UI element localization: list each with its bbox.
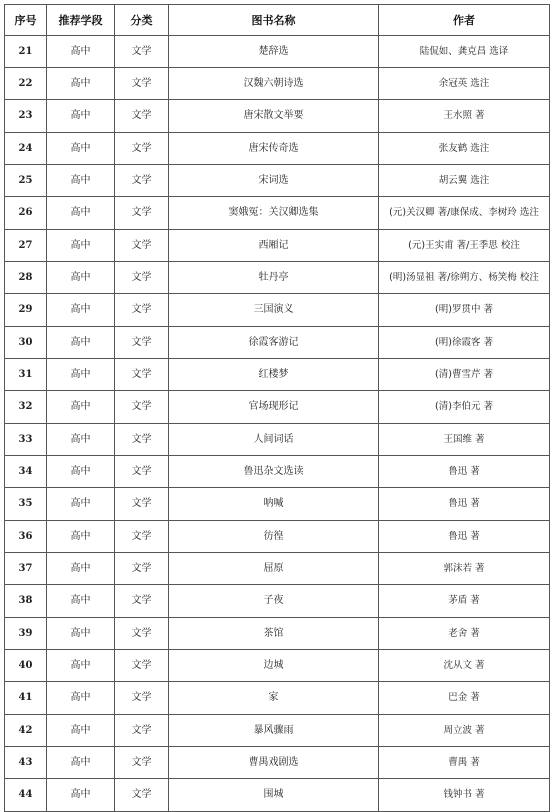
cell-author: (清)曹雪芹 著 (379, 359, 550, 391)
cell-author: 沈从文 著 (379, 650, 550, 682)
cell-title: 西厢记 (169, 230, 379, 262)
cell-category: 文学 (115, 456, 169, 488)
header-category: 分类 (115, 5, 169, 36)
cell-category: 文学 (115, 36, 169, 68)
cell-number: 23 (5, 100, 47, 133)
cell-title: 曹禺戏剧选 (169, 747, 379, 779)
cell-title: 鲁迅杂文选读 (169, 456, 379, 488)
cell-category: 文学 (115, 618, 169, 650)
cell-number: 38 (5, 585, 47, 618)
cell-number: 29 (5, 294, 47, 327)
cell-number: 36 (5, 521, 47, 553)
cell-title: 唐宋传奇选 (169, 133, 379, 165)
cell-number: 26 (5, 197, 47, 230)
cell-stage: 高中 (47, 36, 115, 68)
table-row (5, 294, 550, 327)
cell-stage: 高中 (47, 521, 115, 553)
cell-number: 43 (5, 747, 47, 779)
cell-number: 35 (5, 488, 47, 521)
cell-category: 文学 (115, 779, 169, 812)
cell-title: 楚辞选 (169, 36, 379, 68)
cell-author: 鲁迅 著 (379, 488, 550, 521)
cell-author: (清)李伯元 著 (379, 391, 550, 424)
cell-category: 文学 (115, 585, 169, 618)
cell-author: 陆侃如、龚克昌 选译 (379, 36, 550, 68)
table-row (5, 747, 550, 779)
table-row (5, 262, 550, 294)
cell-number: 37 (5, 553, 47, 585)
cell-stage: 高中 (47, 327, 115, 359)
cell-author: 王国维 著 (379, 424, 550, 456)
header-author: 作者 (379, 5, 550, 36)
cell-stage: 高中 (47, 779, 115, 812)
cell-category: 文学 (115, 294, 169, 327)
table-row (5, 650, 550, 682)
cell-category: 文学 (115, 327, 169, 359)
cell-author: 张友鹤 选注 (379, 133, 550, 165)
cell-category: 文学 (115, 553, 169, 585)
cell-number: 32 (5, 391, 47, 424)
cell-author: 周立波 著 (379, 715, 550, 747)
table-row (5, 36, 550, 68)
cell-number: 39 (5, 618, 47, 650)
header-title: 图书名称 (169, 5, 379, 36)
cell-stage: 高中 (47, 682, 115, 715)
cell-stage: 高中 (47, 133, 115, 165)
cell-number: 27 (5, 230, 47, 262)
table-row (5, 133, 550, 165)
cell-author: 茅盾 著 (379, 585, 550, 618)
cell-stage: 高中 (47, 197, 115, 230)
cell-stage: 高中 (47, 230, 115, 262)
table-row (5, 488, 550, 521)
cell-category: 文学 (115, 359, 169, 391)
cell-title: 人间词话 (169, 424, 379, 456)
cell-category: 文学 (115, 715, 169, 747)
cell-title: 官场现形记 (169, 391, 379, 424)
cell-title: 茶馆 (169, 618, 379, 650)
cell-stage: 高中 (47, 391, 115, 424)
cell-category: 文学 (115, 488, 169, 521)
cell-number: 44 (5, 779, 47, 812)
cell-category: 文学 (115, 100, 169, 133)
cell-stage: 高中 (47, 488, 115, 521)
cell-title: 红楼梦 (169, 359, 379, 391)
cell-stage: 高中 (47, 715, 115, 747)
cell-stage: 高中 (47, 456, 115, 488)
cell-number: 22 (5, 68, 47, 100)
table-row (5, 100, 550, 133)
cell-number: 42 (5, 715, 47, 747)
cell-stage: 高中 (47, 294, 115, 327)
cell-title: 屈原 (169, 553, 379, 585)
cell-category: 文学 (115, 391, 169, 424)
cell-category: 文学 (115, 521, 169, 553)
cell-category: 文学 (115, 68, 169, 100)
cell-stage: 高中 (47, 100, 115, 133)
cell-stage: 高中 (47, 585, 115, 618)
cell-author: (元)王实甫 著/王季思 校注 (379, 230, 550, 262)
cell-author: (明)汤显祖 著/徐朔方、杨笑梅 校注 (379, 262, 550, 294)
table-header (5, 5, 550, 36)
table-row (5, 553, 550, 585)
cell-number: 31 (5, 359, 47, 391)
table-row (5, 521, 550, 553)
cell-author: 鲁迅 著 (379, 456, 550, 488)
cell-author: 郭沫若 著 (379, 553, 550, 585)
cell-stage: 高中 (47, 553, 115, 585)
cell-category: 文学 (115, 262, 169, 294)
book-list-table (4, 4, 550, 812)
cell-number: 34 (5, 456, 47, 488)
table-body (5, 36, 550, 812)
cell-number: 41 (5, 682, 47, 715)
cell-title: 边城 (169, 650, 379, 682)
cell-title: 子夜 (169, 585, 379, 618)
cell-author: 王水照 著 (379, 100, 550, 133)
cell-title: 家 (169, 682, 379, 715)
cell-number: 21 (5, 36, 47, 68)
cell-author: 胡云翼 选注 (379, 165, 550, 197)
cell-author: (明)罗贯中 著 (379, 294, 550, 327)
table-row (5, 456, 550, 488)
cell-title: 暴风骤雨 (169, 715, 379, 747)
cell-title: 唐宋散文举要 (169, 100, 379, 133)
header-row (5, 5, 550, 36)
cell-category: 文学 (115, 165, 169, 197)
cell-author: 鲁迅 著 (379, 521, 550, 553)
cell-title: 宋词选 (169, 165, 379, 197)
cell-title: 呐喊 (169, 488, 379, 521)
cell-stage: 高中 (47, 359, 115, 391)
table-row (5, 682, 550, 715)
cell-author: (元)关汉卿 著/康保成、李树玲 选注 (379, 197, 550, 230)
cell-stage: 高中 (47, 165, 115, 197)
cell-category: 文学 (115, 747, 169, 779)
cell-stage: 高中 (47, 650, 115, 682)
cell-author: (明)徐霞客 著 (379, 327, 550, 359)
cell-title: 汉魏六朝诗选 (169, 68, 379, 100)
cell-author: 余冠英 选注 (379, 68, 550, 100)
table-row (5, 327, 550, 359)
cell-category: 文学 (115, 424, 169, 456)
cell-title: 牡丹亭 (169, 262, 379, 294)
cell-title: 三国演义 (169, 294, 379, 327)
cell-category: 文学 (115, 230, 169, 262)
cell-stage: 高中 (47, 262, 115, 294)
table-row (5, 359, 550, 391)
cell-number: 28 (5, 262, 47, 294)
header-stage: 推荐学段 (47, 5, 115, 36)
cell-author: 钱钟书 著 (379, 779, 550, 812)
cell-category: 文学 (115, 650, 169, 682)
cell-author: 老舍 著 (379, 618, 550, 650)
table-row (5, 779, 550, 812)
cell-title: 窦娥冤：关汉卿选集 (169, 197, 379, 230)
cell-title: 彷徨 (169, 521, 379, 553)
table-row (5, 391, 550, 424)
cell-stage: 高中 (47, 68, 115, 100)
cell-category: 文学 (115, 682, 169, 715)
table-row (5, 715, 550, 747)
table-row (5, 68, 550, 100)
table-row (5, 585, 550, 618)
table-row (5, 424, 550, 456)
cell-number: 40 (5, 650, 47, 682)
cell-category: 文学 (115, 197, 169, 230)
table-row (5, 165, 550, 197)
table-row (5, 230, 550, 262)
cell-stage: 高中 (47, 618, 115, 650)
cell-number: 33 (5, 424, 47, 456)
cell-number: 30 (5, 327, 47, 359)
cell-title: 徐霞客游记 (169, 327, 379, 359)
cell-author: 曹禺 著 (379, 747, 550, 779)
header-number: 序号 (5, 5, 47, 36)
cell-author: 巴金 著 (379, 682, 550, 715)
cell-stage: 高中 (47, 747, 115, 779)
cell-category: 文学 (115, 133, 169, 165)
cell-number: 24 (5, 133, 47, 165)
cell-title: 围城 (169, 779, 379, 812)
cell-number: 25 (5, 165, 47, 197)
table-row (5, 197, 550, 230)
cell-stage: 高中 (47, 424, 115, 456)
table-row (5, 618, 550, 650)
